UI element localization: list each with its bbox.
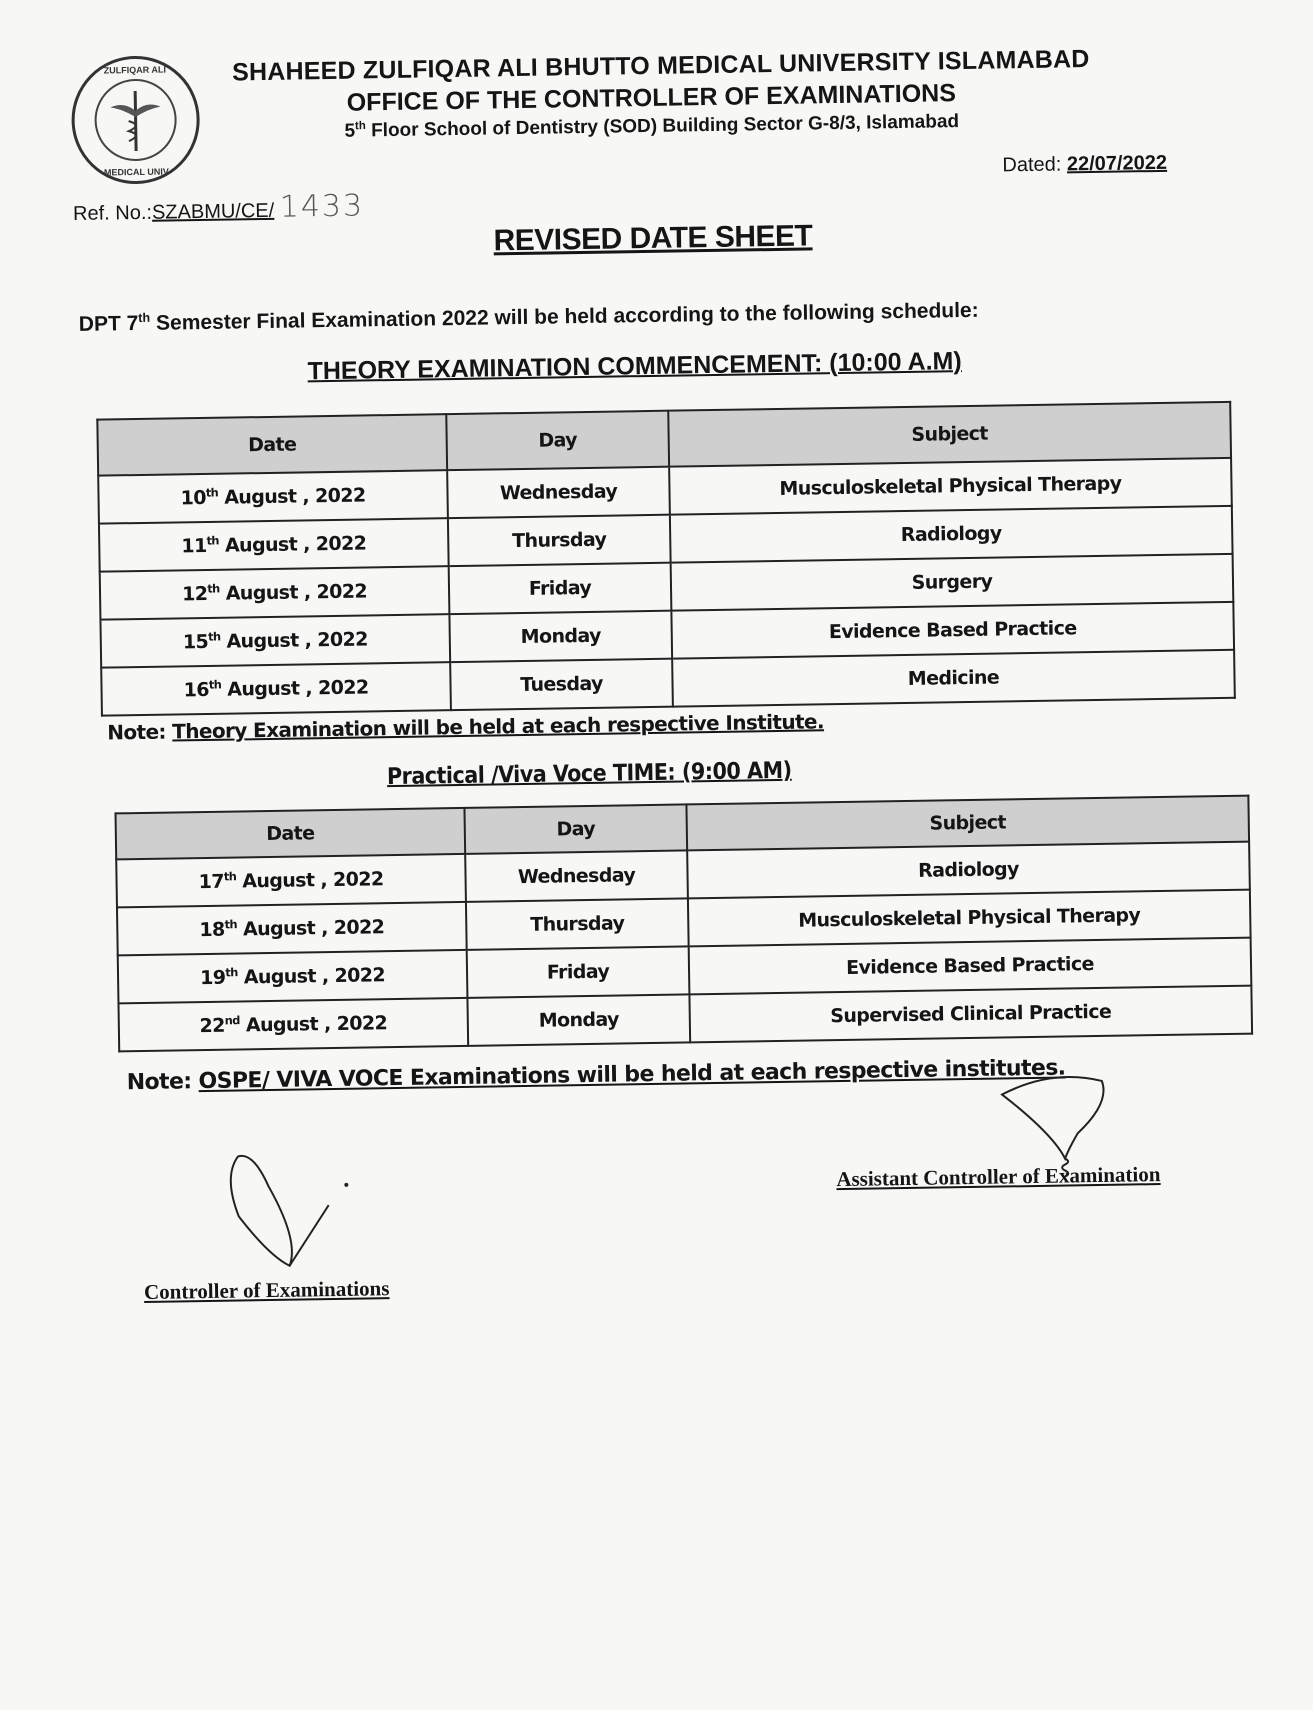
date-cell: 22nd August , 2022 <box>118 998 468 1051</box>
day-cell: Thursday <box>466 898 689 949</box>
svg-text:MEDICAL UNIV: MEDICAL UNIV <box>103 166 169 178</box>
controller-signature-label: Controller of Examinations <box>143 1276 390 1305</box>
reference-label: Ref. No.: <box>72 201 153 226</box>
column-header-date: Date <box>116 808 466 859</box>
svg-text:ZULFIQAR ALI: ZULFIQAR ALI <box>103 64 166 76</box>
theory-schedule-table <box>96 401 1236 717</box>
office-name: OFFICE OF THE CONTROLLER OF EXAMINATIONS <box>346 79 957 117</box>
subject-cell: Evidence Based Practice <box>671 602 1234 659</box>
intro-text: DPT 7th Semester Final Examination 2022 will be held according to the following schedule: <box>78 298 979 336</box>
column-header-day: Day <box>446 411 669 470</box>
note-text: OSPE/ VIVA VOCE Examinations will be held at each respective institutes. <box>198 1055 1066 1095</box>
practical-heading: Practical /Viva Voce TIME: (9:00 AM) <box>386 757 792 791</box>
note-label: Note: <box>107 719 173 745</box>
theory-heading: THEORY EXAMINATION COMMENCEMENT: (10:00 A.M) <box>307 347 962 386</box>
subject-cell: Medicine <box>672 650 1235 707</box>
document-date <box>1002 152 1167 178</box>
university-seal-logo <box>71 55 201 185</box>
note-text: Theory Examination will be held at each respective Institute. <box>172 709 825 744</box>
day-cell: Friday <box>449 563 672 614</box>
day-cell: Wednesday <box>465 850 688 901</box>
reference-number <box>73 188 365 228</box>
subject-cell: Radiology <box>670 506 1233 563</box>
date-cell: 11th August , 2022 <box>99 518 449 571</box>
date-cell: 15th August , 2022 <box>100 614 450 667</box>
day-cell: Monday <box>449 611 672 662</box>
column-header-date: Date <box>97 414 447 475</box>
column-header-day: Day <box>464 804 687 853</box>
subject-cell: Musculoskeletal Physical Therapy <box>688 890 1251 947</box>
practical-schedule-table <box>114 795 1253 1053</box>
day-cell: Monday <box>467 994 690 1045</box>
subject-cell: Evidence Based Practice <box>689 938 1252 995</box>
subject-cell: Musculoskeletal Physical Therapy <box>669 458 1232 515</box>
university-name: SHAHEED ZULFIQAR ALI BHUTTO MEDICAL UNIVERSITY ISLAMABAD <box>231 45 1090 87</box>
controller-signature-icon <box>218 1144 370 1286</box>
day-cell: Tuesday <box>450 659 673 710</box>
office-address: 5th Floor School of Dentistry (SOD) Building Sector G-8/3, Islamabad <box>344 111 960 142</box>
note-label: Note: <box>126 1069 199 1096</box>
date-value: 22/07/2022 <box>1066 151 1168 176</box>
date-cell: 12th August , 2022 <box>100 566 450 619</box>
subject-cell: Surgery <box>671 554 1234 611</box>
caduceus-icon <box>74 58 198 182</box>
day-cell: Thursday <box>448 515 671 566</box>
date-cell: 19th August , 2022 <box>118 950 468 1003</box>
date-cell: 10th August , 2022 <box>98 470 448 523</box>
day-cell: Wednesday <box>447 467 670 518</box>
subject-cell: Radiology <box>687 842 1250 899</box>
practical-note <box>127 1056 1066 1096</box>
assistant-controller-signature-label: Assistant Controller of Examination <box>836 1162 1161 1192</box>
date-label: Dated: <box>1002 153 1068 177</box>
date-cell: 17th August , 2022 <box>116 854 466 907</box>
subject-cell: Supervised Clinical Practice <box>689 986 1252 1043</box>
date-cell: 18th August , 2022 <box>117 902 467 955</box>
page-title: REVISED DATE SHEET <box>493 219 813 258</box>
day-cell: Friday <box>467 946 690 997</box>
column-header-subject: Subject <box>686 796 1249 851</box>
date-cell: 16th August , 2022 <box>101 662 451 715</box>
column-header-subject: Subject <box>668 402 1231 467</box>
reference-prefix: SZABMU/CE/ <box>151 199 275 224</box>
reference-handwritten-number: 1433 <box>279 188 365 225</box>
